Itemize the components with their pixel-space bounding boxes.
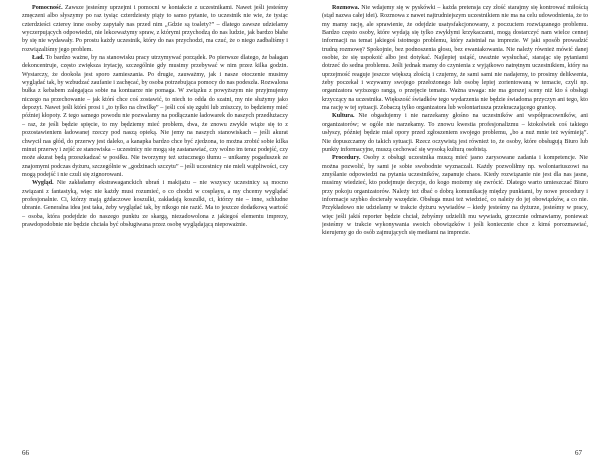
paragraph-wyglad [22, 179, 288, 229]
left-page [22, 4, 288, 444]
paragraph-lead: Procedury. [332, 155, 361, 162]
paragraph-text: Nie obgadujemy i nie narzekamy głośno na uczestników ani współpracowników, ani organizatorów; w ogóle nie narzekamy. To znowu kwestia profesjonalizmu – ktokolwiek coś takiego usłyszy, później będzie miał opory przed zgłoszeniem swojego problemu, „bo a nuż mnie też wyśmieją”. Nie dopuszczamy do takich sytuacji. Rzecz oczywistą jest również to, że osoby, które obsługują Biuro lub punkty informacyjne, muszą cechować się wysoką kulturą osobistą. [322, 113, 588, 153]
paragraph-text: To bardzo ważne, by na stanowisku pracy utrzymywać porządek. Po pierwsze dlatego, że bałagan dekoncentruje, często zwiększa irytację, szczególnie gdy musimy przebywać w nim przez kilka godzin. Wystarczy, że dookoła jest sporo zamieszania. Po drugie, zauważmy, jak i nasze otoczenie musimy wyglądać tak, by wzbudzać zaufanie i zachęcać, by osoba potrzebująca pomocy do nas podeszła. Rozwalona bułka z kebabem zalegająca sobie na kontuarze nie pomaga. W związku z powyższym nie przyjmujemy niczego na przechowanie – jak którś chce coś zostawić, to niech to odda do szatni, my nie służymy jako depozyt. Nawet jeśli którś prosi i „to tylko na chwilkę” – jeśli coś się zgubi lub zniszczy, to będziemy mieć później kłopoty. Z tego samego powodu nie pozwalamy na podłączanie ładowarek do naszych przedłużaczy – raz, że jeśli będzie spięcie, to my będziemy mieć problem, dwa, że znowu zwykle wiąże się to z pozostawieniem ładowanej rzeczy pod naszą opieką. Nie jemy na naszych stanowiskach – jeśli akurat chwycił nas głód, do przerwy jest daleko, a kanapka bardzo chce być zjedzona, to można zrobić sobie kilka minut przerwy i zejść ze stanowiska – uczestnicy nie mogą się zastanawiać, czy wolno im teraz podejść, czy może akurat będą przeszkadzać w posiłku. Nie tworzymy też sztucznego tłumu – unikamy pogaduszek ze znajomymi podczas dyżuru, szczególnie w „godzinach szczytu” – jeśli uczestnicy nie mieli wątpliwości, czy mogą podejść i nie czuli się zignorowani. [22, 55, 288, 178]
paragraph-lead: Rozmowa. [332, 5, 360, 11]
paragraph-lad [22, 54, 288, 179]
paragraph-text: Osoby z obsługi uczestnika muszą mieć jasno zarysowane zadania i kompetencje. Nie można pozwolić, by sami je sobie swobodnie wyznaczali. Każdy pozwoliłmy np. wolontariuszowi na zmyślanie odpowiedzi na pytania uczestników, zapanuje chaos. Kiedy rozwiązanie nie jest dla nas jasne, musimy wiedzieć, kto podejmuje decyzje, do kogo możemy się zwrócić. Dlatego warto umieszczać Biuro przy pokoju organizatorów. Należy też dbać o dobrą komunikację między punktami, by nowe procedury i informacje szybko docierały wszędzie. Obsługa musi też wiedzieć, co należy do jej obowiązków, a co nie. Przykładowo nie udzielamy w trakcie dyżuru wywiadów – kiedy jesteśmy na dyżurze, jesteśmy w pracy, więc jeśli jakiś reporter będzie chciał, żebyśmy udzielili mu wywiadu, grzecznie odmawiamy, ponieważ jesteśmy w trakcie wykonywania swoich obowiązków i jeśli koniecznie chce z kimś porozmawiać, kierujemy go do osób zajmujących się mediami na imprezie. [322, 155, 588, 237]
paragraph-lead: Pomocność. [32, 5, 63, 11]
paragraph-procedury [322, 154, 588, 237]
page-number-right: 67 [575, 449, 582, 457]
paragraph-lead: Kultura. [332, 113, 355, 120]
paragraph-text: Nie zakładamy ekstrawaganckich ubrań i makijażu – nie wszyscy uczestnicy są mocno związani z fantastyką, więc nie każdy musi rozumieć, o co chodzi w cosplayu, a my chcemy wyglądać profesjonalnie. Ci, którzy mają gżdaczowe koszulki, zakładają koszulki, ci, którzy nie – inne, schludne ubranie. Generalna idea jest taka, żeby wyglądać tak, by nikogo nie razić. Ma to jeszcze dodatkową wartość – osoba, która podejdzie do naszego punktu ze skargą, niezadowolona z jakiegoś elementu imprezy, prawdopodobnie nie będzie chciała być obsługiwana przez osobę wyglądającą niepoważnie. [22, 180, 288, 228]
paragraph-text: Nie wdajemy się w pyskówki – każda pretensja czy złość starajmy się kontrować miłością (stąd nazwa całej idei). Rozmowa z nawet najtrudniejszym uczestnikiem nie ma na celu udowodnienia, że to my mamy rację, ale sprawienie, że odejdzie usatysfakcjonowany, z poczuciem rozwiązanego problemu. Bardzo często osoby, które wydają się tylko zwykłymi krzykaczami, mogą dostarczyć nam wielce cennej informacji na temat jakiegoś istotnego problemu, który zaistniał na imprezie. W jaki sposób prowadzić trudną rozmowę? Spokojnie, bez podnoszenia głosu, bez ewaniakowania. Nie należy również mówić danej osobie, że się uspokoić albo jest dotykać. Najlepiej usiąść, uważnie wysłuchać, starając się pytaniami dotrzeć do sedna problemu. Jeśli jednak mamy do czynienia z wyjątkowo natrętnym uczestnikiem, który na uprzejmość reaguje jeszcze większą złością i czujemy, że sami sami nie nadajemy, to prosimy delikwenta, żeby poczekał i wzywamy swojego przełożonego lub osobę lepiej zorientowaną w temacie, czyli np. organizatora wyższego rangą, o przejęcie tematu. Ważna uwaga: nie ma gorszej sceny niż kto ś obsługi krzyczący na uczestnika. Większość świadków tego wydarzenia nie będzie świadoma przyczyn ani tego, kto ma rację w tej sytuacji. Zobaczą tylko organizatora lub wolontariusza przekraczającego granicę. [322, 5, 588, 112]
paragraph-rozmowa [322, 4, 588, 112]
paragraph-lead: Wygląd. [32, 180, 54, 187]
paragraph-lead: Ład. [32, 55, 45, 62]
paragraph-text: Zawsze jesteśmy uprzejmi i pomocni w kontakcie z uczestnikami. Nawet jeśli jesteśmy zmęczeni albo słyszymy po raz tysiąc czterdziesty piąty to samo pytanie, to uczestnik nie wie, że tysiąc czterdzieści czterey inne osoby zapytały nas przed nim „Gdzie są toalety?” – dlatego zawsze udzielamy wyczerpujących odpowiedzi, nie lekceważymy spraw, z którymi przychodzą do nas ludzie, jak bardzo błahe by się nie wydawały. Po prostu każdy uczestnik, który do nas przychodzi, ma czuć, że o niego zadbaliśmy i rozwiązaliśmy jego problem. [22, 5, 288, 53]
paragraph-pomocnosc [22, 4, 288, 54]
paragraph-kultura [322, 112, 588, 154]
right-page [322, 4, 588, 444]
page-number-left: 66 [22, 449, 29, 457]
